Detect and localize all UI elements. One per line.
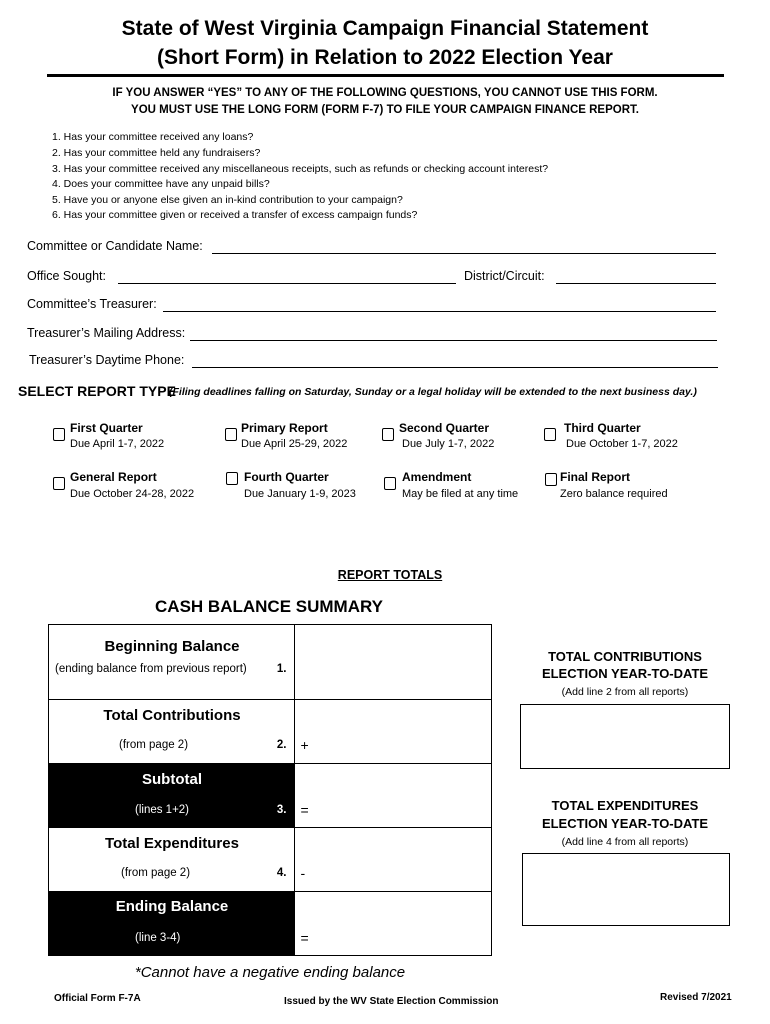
- contrib-ytd-field[interactable]: [520, 704, 730, 769]
- option-due: Due October 1-7, 2022: [566, 438, 678, 450]
- amendment-checkbox[interactable]: [384, 477, 396, 490]
- row-title: Beginning Balance: [104, 638, 240, 655]
- treasurer-label: Committee’s Treasurer:: [27, 297, 157, 311]
- option-label: Amendment: [402, 470, 472, 484]
- summary-label-cell: [49, 700, 295, 764]
- daytime-phone-label: Treasurer’s Daytime Phone:: [29, 353, 185, 367]
- row-number: 4.: [276, 867, 287, 879]
- row-number: 3.: [276, 804, 287, 816]
- ending-balance-field[interactable]: [295, 892, 492, 956]
- row-number: 2.: [276, 739, 287, 751]
- table-row: [49, 764, 492, 828]
- operator: =: [300, 930, 309, 946]
- question-item: 2. Has your committee held any fundraisers?: [52, 147, 261, 159]
- question-item: 5. Have you or anyone else given an in-kind contribution to your campaign?: [52, 194, 403, 206]
- total-expenditures-field[interactable]: [295, 828, 492, 892]
- revision-date: Revised 7/2021: [660, 992, 732, 1003]
- option-label: Primary Report: [241, 421, 328, 435]
- summary-label-cell: [49, 625, 295, 700]
- contrib-ytd-title-2: ELECTION YEAR-TO-DATE: [541, 666, 709, 681]
- row-title: Total Contributions: [103, 707, 241, 724]
- option-due: Due October 24-28, 2022: [70, 488, 195, 500]
- operator: -: [300, 865, 306, 881]
- final-report-checkbox[interactable]: [545, 473, 557, 486]
- table-row: [49, 700, 492, 764]
- beginning-balance-field[interactable]: [295, 625, 492, 700]
- third-quarter-checkbox[interactable]: [544, 428, 556, 441]
- report-totals-heading: REPORT TOTALS: [337, 568, 443, 582]
- page-title: State of West Virginia Campaign Financial Statement: [121, 17, 649, 40]
- contrib-ytd-title-1: TOTAL CONTRIBUTIONS: [548, 649, 702, 664]
- exp-ytd-title-2: ELECTION YEAR-TO-DATE: [541, 816, 709, 831]
- row-sub: (ending balance from previous report): [55, 663, 247, 675]
- title-divider: [47, 74, 724, 77]
- question-item: 3. Has your committee received any miscellaneous receipts, such as refunds or checking account interest?: [52, 163, 549, 175]
- candidate-name-label: Committee or Candidate Name:: [27, 239, 203, 253]
- option-due: Zero balance required: [560, 488, 668, 500]
- cash-balance-title: CASH BALANCE SUMMARY: [155, 597, 383, 616]
- first-quarter-checkbox[interactable]: [53, 428, 65, 441]
- table-row: [49, 892, 492, 956]
- row-sub: (line 3-4): [135, 932, 181, 944]
- page-subtitle: (Short Form) in Relation to 2022 Election Year: [157, 46, 613, 69]
- report-type-title: SELECT REPORT TYPE: [18, 383, 176, 399]
- row-number: 1.: [276, 663, 287, 675]
- primary-report-checkbox[interactable]: [225, 428, 237, 441]
- treasurer-field[interactable]: [163, 299, 716, 312]
- district-field[interactable]: [556, 271, 716, 284]
- fourth-quarter-checkbox[interactable]: [226, 472, 238, 485]
- operator: +: [300, 737, 309, 753]
- row-sub: (from page 2): [119, 739, 189, 751]
- option-label: First Quarter: [70, 421, 143, 435]
- daytime-phone-field[interactable]: [192, 355, 718, 368]
- option-due: Due April 25-29, 2022: [241, 438, 348, 450]
- general-report-checkbox[interactable]: [53, 477, 65, 490]
- option-due: Due July 1-7, 2022: [402, 438, 495, 450]
- report-type-note: (Filing deadlines falling on Saturday, Sunday or a legal holiday will be extended to the next business day.): [169, 386, 697, 398]
- contrib-ytd-sub: (Add line 2 from all reports): [561, 686, 689, 698]
- issued-by: Issued by the WV State Election Commission: [284, 996, 499, 1007]
- mailing-address-label: Treasurer’s Mailing Address:: [27, 326, 186, 340]
- negative-balance-note: *Cannot have a negative ending balance: [134, 964, 406, 981]
- table-row: [49, 828, 492, 892]
- question-item: 6. Has your committee given or received a transfer of excess campaign funds?: [52, 209, 418, 221]
- district-label: District/Circuit:: [464, 269, 545, 283]
- option-label: Final Report: [560, 470, 631, 484]
- option-label: Third Quarter: [564, 421, 641, 435]
- table-row: [49, 625, 492, 700]
- office-sought-label: Office Sought:: [27, 269, 106, 283]
- warning-line-2: YOU MUST USE THE LONG FORM (FORM F-7) TO FILE YOUR CAMPAIGN FINANCE REPORT.: [131, 104, 639, 116]
- question-item: 1. Has your committee received any loans?: [52, 131, 254, 143]
- summary-label-cell: [49, 764, 295, 828]
- subtotal-field[interactable]: [295, 764, 492, 828]
- row-sub: (from page 2): [121, 867, 191, 879]
- cash-balance-table: [48, 624, 492, 956]
- mailing-address-field[interactable]: [190, 328, 717, 341]
- exp-ytd-field[interactable]: [522, 853, 730, 926]
- summary-label-cell: [49, 892, 295, 956]
- office-sought-field[interactable]: [118, 271, 456, 284]
- option-label: Fourth Quarter: [244, 470, 329, 484]
- question-item: 4. Does your committee have any unpaid bills?: [52, 178, 270, 190]
- candidate-name-field[interactable]: [212, 241, 716, 254]
- row-title: Ending Balance: [115, 898, 229, 915]
- total-contributions-field[interactable]: [295, 700, 492, 764]
- option-due: Due January 1-9, 2023: [244, 488, 356, 500]
- row-sub: (lines 1+2): [135, 804, 190, 816]
- row-title: Total Expenditures: [105, 835, 239, 852]
- warning-line-1: IF YOU ANSWER “YES” TO ANY OF THE FOLLOWING QUESTIONS, YOU CANNOT USE THIS FORM.: [112, 87, 658, 99]
- summary-label-cell: [49, 828, 295, 892]
- form-number: Official Form F-7A: [54, 993, 141, 1004]
- second-quarter-checkbox[interactable]: [382, 428, 394, 441]
- option-due: May be filed at any time: [402, 488, 519, 500]
- exp-ytd-sub: (Add line 4 from all reports): [561, 836, 689, 848]
- operator: =: [300, 802, 309, 818]
- exp-ytd-title-1: TOTAL EXPENDITURES: [551, 798, 699, 813]
- row-title: Subtotal: [142, 771, 202, 788]
- option-label: General Report: [70, 470, 157, 484]
- option-due: Due April 1-7, 2022: [70, 438, 165, 450]
- option-label: Second Quarter: [399, 421, 490, 435]
